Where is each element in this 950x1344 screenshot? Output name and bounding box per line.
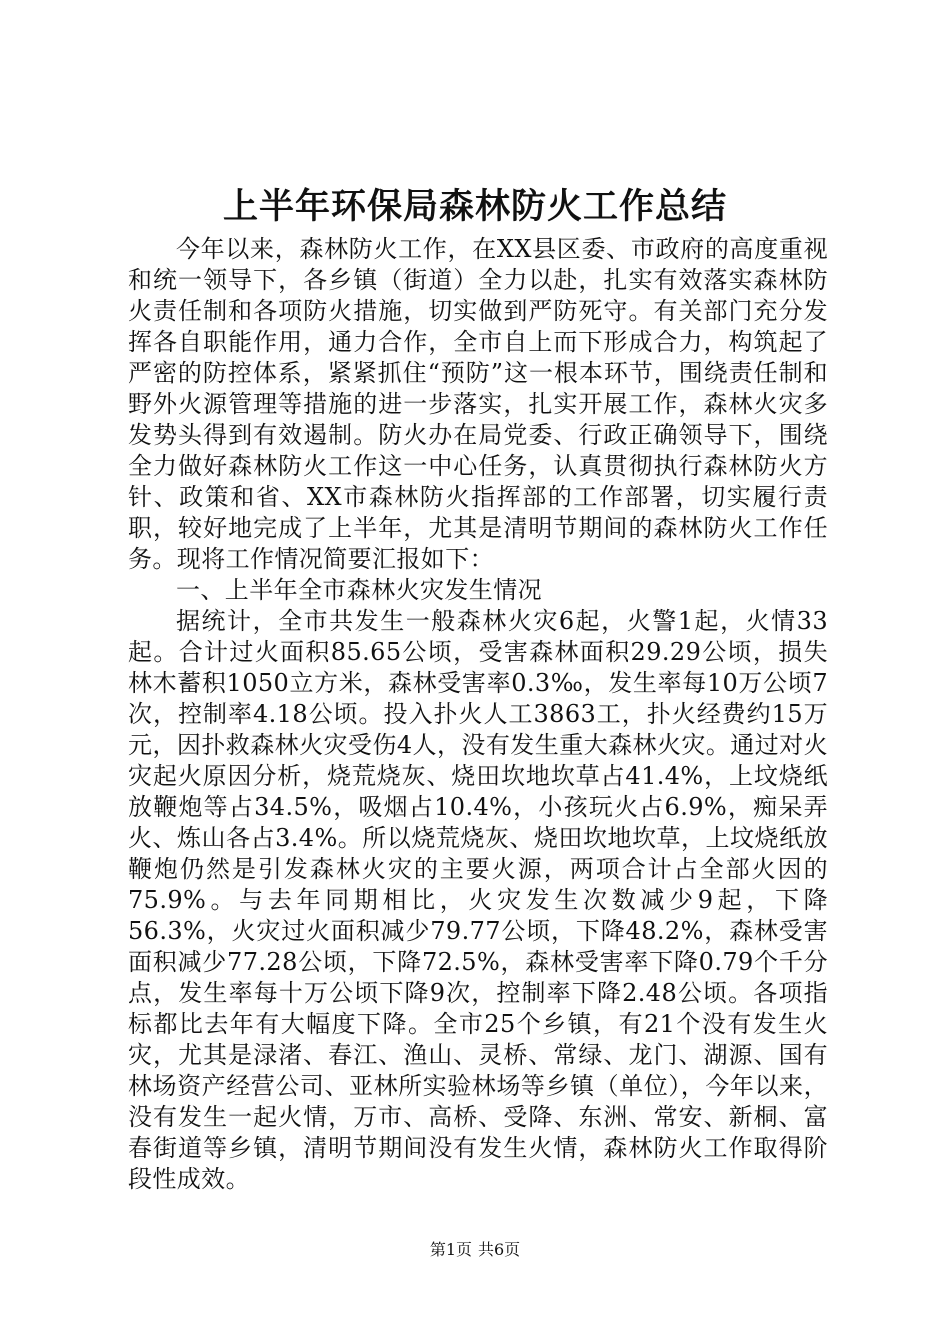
page-total: 共6页 — [478, 1240, 521, 1259]
page-number: 第1页 — [429, 1240, 472, 1259]
page-footer — [0, 1240, 950, 1260]
document-body — [128, 234, 828, 1195]
statistics-paragraph: 据统计，全市共发生一般森林火灾6起，火警1起，火情33起。合计过火面积85.65公顷，受害森林面积29.29公顷，损失林木蓄积1050立方米，森林受害率0.3‰，发生率每10万公顷7次，控制率4.18公顷。投入扑火人工3863工，扑火经费约15万元，因扑救森林火灾受伤4人，没有发生重大森林火灾。通过对火灾起火原因分析，烧荒烧灰、烧田坎地坎草占41.4%，上坟烧纸放鞭炮等占34.5%，吸烟占10.4%，小孩玩火占6.9%，痴呆弄火、炼山各占3.4%。所以烧荒烧灰、烧田坎地坎草，上坟烧纸放鞭炮仍然是引发森林火灾的主要火源，两项合计占全部火因的75.9%。与去年同期相比，火灾发生次数减少9起，下降56.3%，火灾过火面积减少79.77公顷，下降48.2%，森林受害面积减少77.28公顷，下降72.5%，森林受害率下降0.79个千分点，发生率每十万公顷下降9次，控制率下降2.48公顷。各项指标都比去年有大幅度下降。全市25个乡镇，有21个没有发生火灾，尤其是渌渚、春江、渔山、灵桥、常绿、龙门、湖源、国有林场资产经营公司、亚林所实验林场等乡镇（单位），今年以来，没有发生一起火情，万市、高桥、受降、东洲、常安、新桐、富春街道等乡镇，清明节期间没有发生火情，森林防火工作取得阶段性成效。 — [128, 607, 828, 1193]
document-title: 上半年环保局森林防火工作总结 — [222, 186, 727, 227]
section-heading: 一、上半年全市森林火灾发生情况 — [176, 576, 542, 604]
intro-paragraph: 今年以来，森林防火工作，在XX县区委、市政府的高度重视和统一领导下，各乡镇（街道）全力以赴，扎实有效落实森林防火责任制和各项防火措施，切实做到严防死守。有关部门充分发挥各自职能作用，通力合作，全市自上而下形成合力，构筑起了严密的防控体系，紧紧抓住“预防”这一根本环节，围绕责任制和野外火源管理等措施的进一步落实，扎实开展工作，森林火灾多发势头得到有效遏制。防火办在局党委、行政正确领导下，围绕全力做好森林防火工作这一中心任务，认真贯彻执行森林防火方针、政策和省、XX市森林防火指挥部的工作部署，切实履行责职，较好地完成了上半年，尤其是清明节期间的森林防火工作任务。现将工作情况简要汇报如下： — [128, 235, 828, 573]
